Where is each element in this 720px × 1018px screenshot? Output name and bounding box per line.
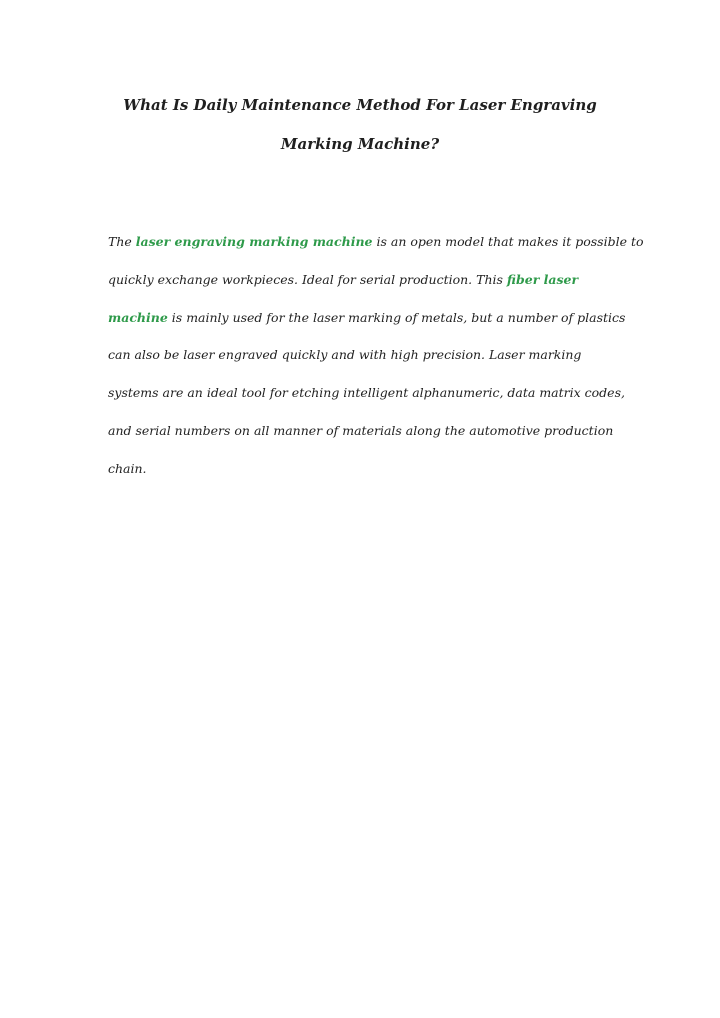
- text-segment: quickly exchange workpieces. Ideal for serial production. This: [108, 272, 507, 287]
- text-segment: The: [108, 234, 136, 249]
- text-segment: is an open model that makes it possible to: [372, 234, 644, 249]
- paragraph-line-4: can also be laser engraved quickly and with high precision. Laser marking: [108, 347, 582, 362]
- paragraph-line-5: systems are an ideal tool for etching intelligent alphanumeric, data matrix codes,: [108, 385, 625, 400]
- paragraph-line-6: and serial numbers on all manner of materials along the automotive production: [108, 423, 614, 438]
- page-title-line-1: What Is Daily Maintenance Method For Laser Engraving: [123, 96, 597, 114]
- paragraph-line-1: [108, 234, 644, 249]
- paragraph-line-7: chain.: [108, 461, 147, 476]
- paragraph-line-3: [108, 310, 625, 325]
- page-title-line-2: Marking Machine?: [280, 135, 440, 153]
- fiber-laser-machine-link-part-2[interactable]: machine: [108, 310, 168, 325]
- fiber-laser-machine-link-part-1[interactable]: fiber laser: [506, 272, 579, 287]
- text-segment: is mainly used for the laser marking of metals, but a number of plastics: [167, 310, 626, 325]
- paragraph-line-2: [108, 272, 578, 287]
- laser-engraving-marking-machine-link[interactable]: laser engraving marking machine: [135, 234, 373, 249]
